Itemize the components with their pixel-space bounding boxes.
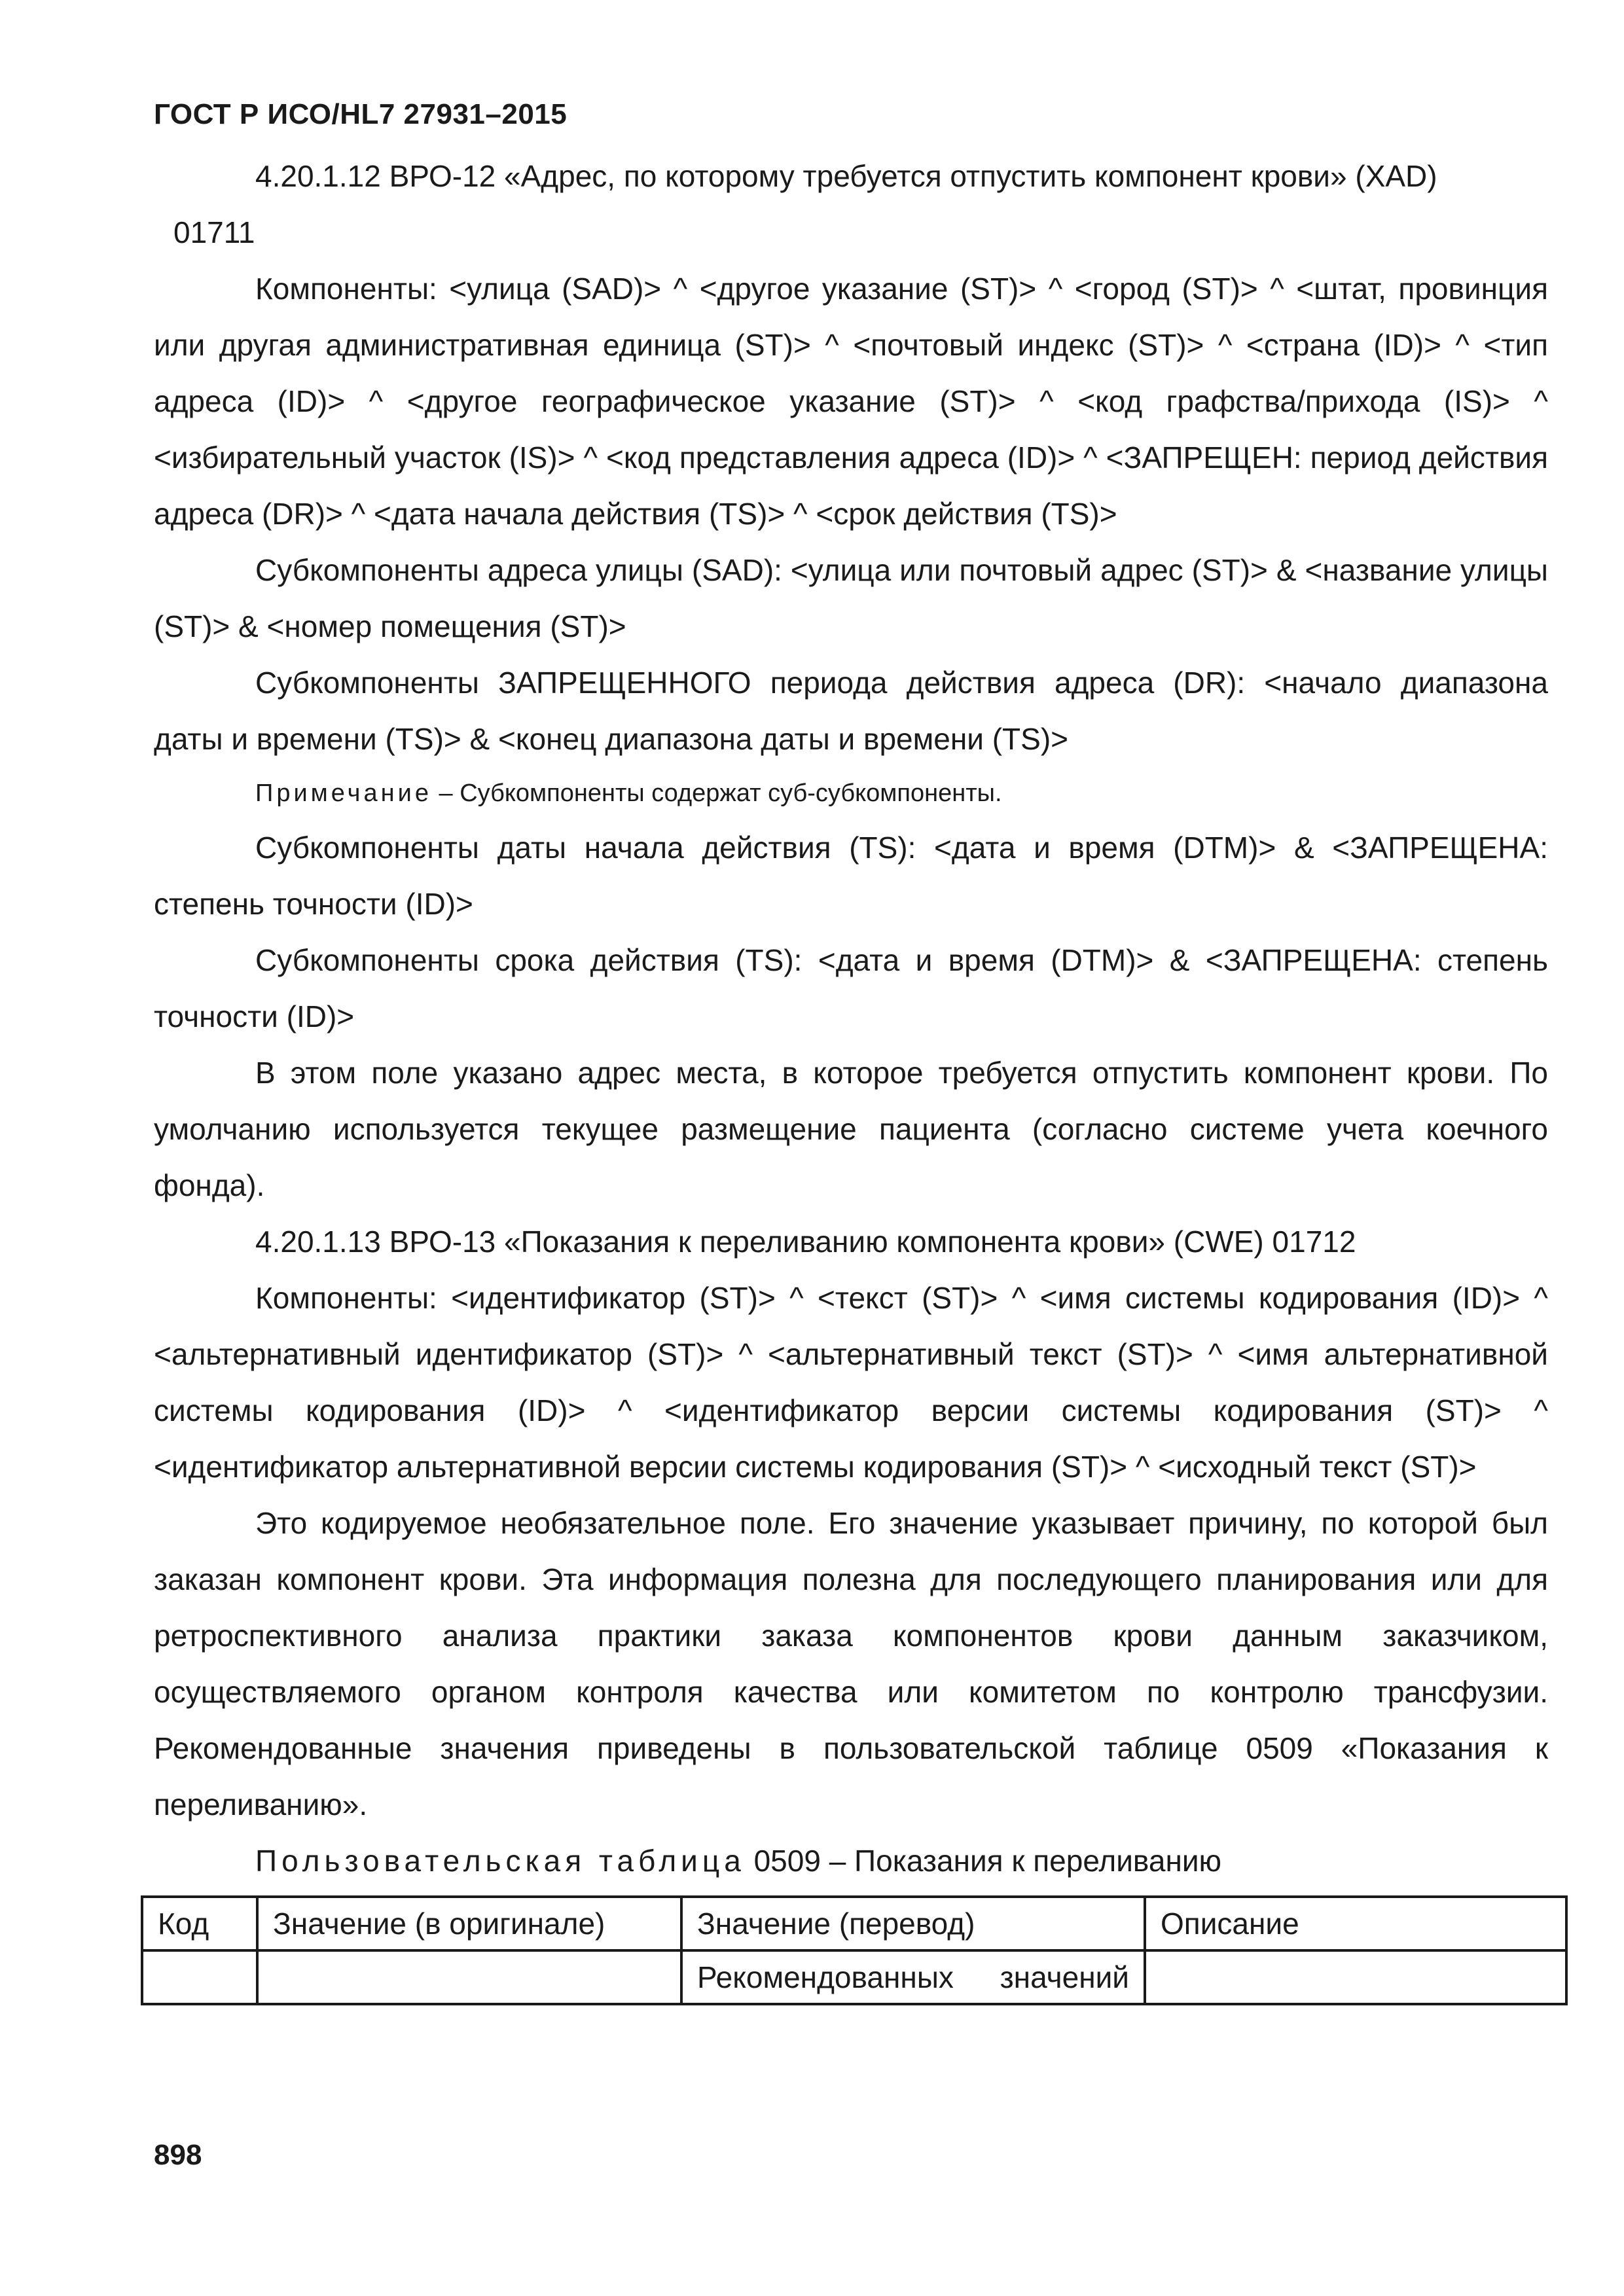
description-paragraph-bpo-12: В этом поле указано адрес места, в которое требуется отпустить компонент крови. По умолчанию используется текущее размещение пациента (согласно системе учета коечного фонда). (154, 1056, 1548, 1202)
header-cell-code: Код (142, 1897, 257, 1950)
expiry-subcomponents-paragraph: Субкомпоненты срока действия (TS): <дата и время (DTM)> & <ЗАПРЕЩЕНА: степень точности (ID)> (154, 943, 1548, 1033)
table-caption (154, 1833, 1548, 1889)
table-cell-original-value (257, 1950, 681, 2004)
description-paragraph-bpo-13: Это кодируемое необязательное поле. Его значение указывает причину, по которой был заказан компонент крови. Эта информация полезна для последующего планирования или для ретроспективного анализа практики заказа компонентов крови данным заказчиком, осуществляемого органом контроля качества или комитетом по контролю трансфузии. Рекомендованные значения приведены в пользовательской таблице 0509 «Показания к переливанию». (154, 1506, 1548, 1821)
start-date-subcomponents-paragraph: Субкомпоненты даты начала действия (TS): <дата и время (DTM)> & <ЗАПРЕЩЕНА: степень точности (ID)> (154, 831, 1548, 921)
components-paragraph-bpo-13: Компоненты: <идентификатор (ST)> ^ <текст (ST)> ^ <имя системы кодирования (ID)> ^ <альтернативный идентификатор (ST)> ^ <альтернативный текст (ST)> ^ <имя альтернативной системы кодирования (ID)> ^ <идентификатор версии системы кодирования (ST)> ^ <идентификатор альтернативной версии системы кодирования (ST)> ^ <исходный текст (ST)> (154, 1281, 1548, 1484)
header-cell-original-value: Значение (в оригинале) (257, 1897, 681, 1950)
user-table-0509 (141, 1895, 1568, 2005)
section-title-bpo-12: 4.20.1.12 ВРО-12 «Адрес, по которому требуется отпустить компонент крови» (XAD) (255, 159, 1437, 193)
page-number: 898 (154, 2139, 202, 2171)
header-cell-description: Описание (1145, 1897, 1566, 1950)
table-row (142, 1950, 1566, 2004)
components-paragraph-bpo-12: Компоненты: <улица (SAD)> ^ <другое указание (ST)> ^ <город (ST)> ^ <штат, провинция или другая административная единица (ST)> ^ <почтовый индекс (ST)> ^ <страна (ID)> ^ <тип адреса (ID)> ^ <другое географическое указание (ST)> ^ <код графства/прихода (IS)> ^ <избирательный участок (IS)> ^ <код представления адреса (ID)> ^ <ЗАПРЕЩЕН: период действия адреса (DR)> ^ <дата начала действия (TS)> ^ <срок действия (TS)> (154, 272, 1548, 531)
section-title-bpo-13: 4.20.1.13 ВРО-13 «Показания к переливанию компонента крови» (CWE) 01712 (255, 1225, 1356, 1259)
section-code-bpo-12: 01711 (173, 215, 255, 249)
table-cell-code (142, 1950, 257, 2004)
main-content (154, 148, 1548, 2005)
table-caption-title: 0509 – Показания к переливанию (745, 1844, 1222, 1878)
table-cell-translated-value: Рекомендованных значений (681, 1950, 1145, 2004)
sad-subcomponents-paragraph: Субкомпоненты адреса улицы (SAD): <улица или почтовый адрес (ST)> & <название улицы (ST)> & <номер помещения (ST)> (154, 553, 1548, 643)
note-text: – Субкомпоненты содержат суб-субкомпоненты. (431, 780, 1002, 807)
dr-subcomponents-paragraph: Субкомпоненты ЗАПРЕЩЕННОГО периода действия адреса (DR): <начало диапазона даты и времени (TS)> & <конец диапазона даты и времени (TS)> (154, 666, 1548, 756)
document-header: ГОСТ Р ИСО/HL7 27931–2015 (154, 98, 568, 130)
note-label: Примечание (255, 780, 432, 807)
table-cell-description (1145, 1950, 1566, 2004)
table-caption-label: Пользовательская таблица (255, 1844, 746, 1878)
header-cell-translated-value: Значение (перевод) (681, 1897, 1145, 1950)
table-header-row (142, 1897, 1566, 1950)
note (154, 767, 1548, 819)
